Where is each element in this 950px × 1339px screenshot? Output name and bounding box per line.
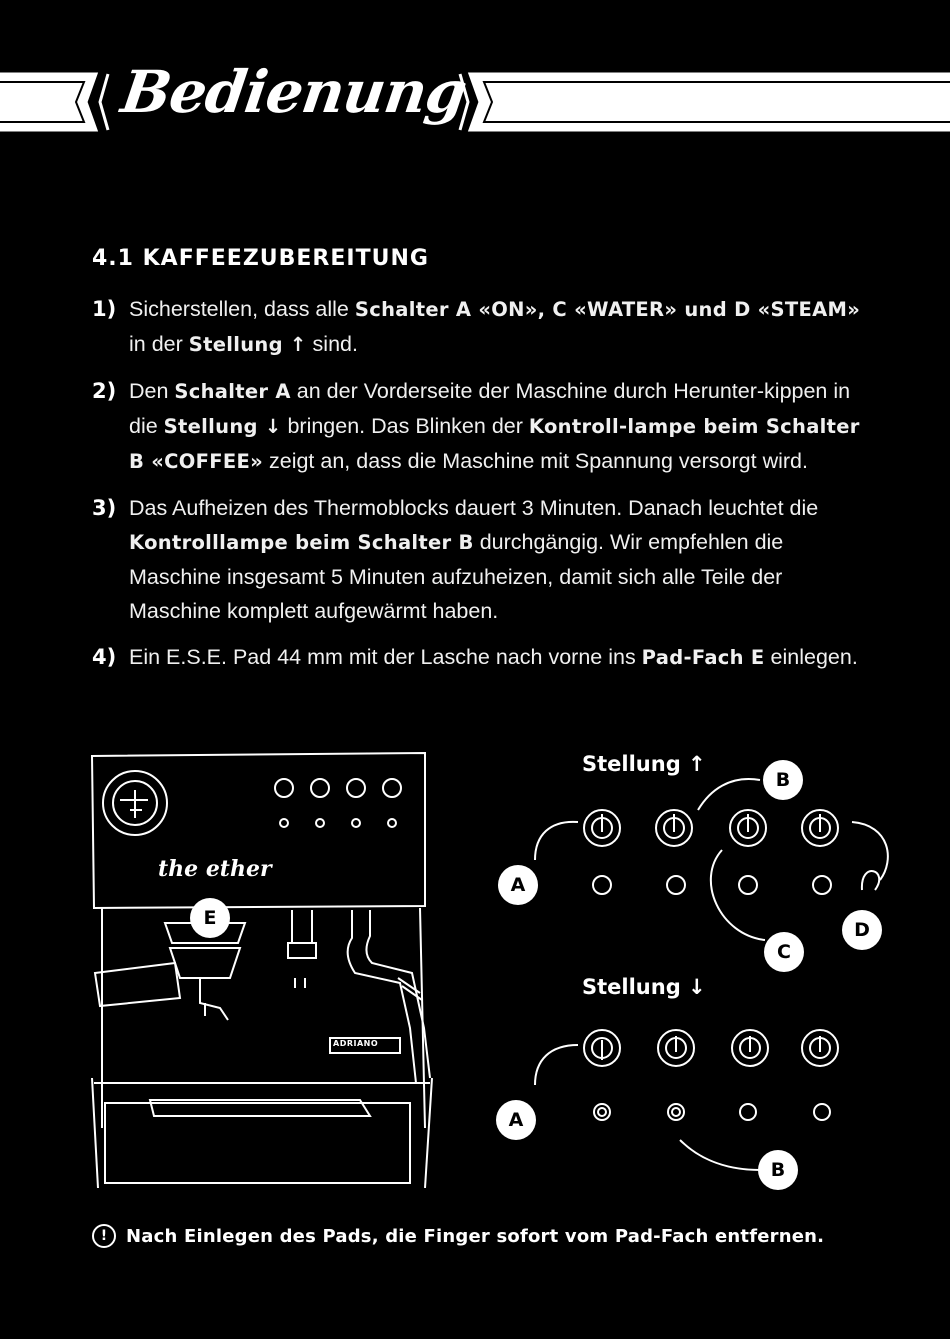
step-text: Den Schalter A an der Vorderseite der Maschine durch Herunter-kippen in die Stellung ↓ bringen. Das Blinken der Kontroll-lampe beim Schalter B «COFFEE» zeigt an, dass die Maschine mit Spannung versorgt wird. [129, 379, 860, 473]
switch-diagram-up [490, 740, 930, 1204]
label-a-down: A [496, 1100, 536, 1140]
step-number: 4) [92, 645, 117, 669]
step-number: 3) [92, 496, 117, 520]
label-a-up: A [498, 865, 538, 905]
page-title: Bedienung [117, 58, 471, 126]
step-item [92, 640, 872, 675]
label-b-down: B [758, 1150, 798, 1190]
warning-icon: ! [92, 1224, 116, 1248]
label-e: E [190, 898, 230, 938]
warning-note [92, 1224, 824, 1248]
step-item [92, 491, 872, 628]
brand-plate: ADRIANO [333, 1039, 379, 1048]
step-number: 1) [92, 297, 117, 321]
step-item [92, 292, 872, 362]
brand-logo: the ether [158, 856, 272, 882]
step-text: Das Aufheizen des Thermoblocks dauert 3 Minuten. Danach leuchtet die Kontrolllampe beim Schalter B durchgängig. Wir empfehlen die Maschine insgesamt 5 Minuten aufzuheizen, damit sich alle Teile der Maschine komplett aufgewärmt haben. [129, 496, 819, 623]
label-c-up: C [764, 932, 804, 972]
espresso-machine-illustration [80, 748, 440, 1192]
label-d-up: D [842, 910, 882, 950]
steps-list [92, 292, 872, 687]
section-title: 4.1 KAFFEEZUBEREITUNG [92, 246, 429, 271]
diagram-up-title: Stellung ↑ [582, 752, 706, 776]
step-text: Sicherstellen, dass alle Schalter A «ON», C «WATER» und D «STEAM» in der Stellung ↑ sind. [129, 297, 861, 356]
diagram-down-title: Stellung ↓ [582, 975, 706, 999]
step-item [92, 374, 872, 479]
warning-text: Nach Einlegen des Pads, die Finger sofort vom Pad-Fach entfernen. [126, 1225, 825, 1247]
label-b-up: B [763, 760, 803, 800]
step-text: Ein E.S.E. Pad 44 mm mit der Lasche nach vorne ins Pad-Fach E einlegen. [129, 645, 858, 669]
step-number: 2) [92, 379, 117, 403]
